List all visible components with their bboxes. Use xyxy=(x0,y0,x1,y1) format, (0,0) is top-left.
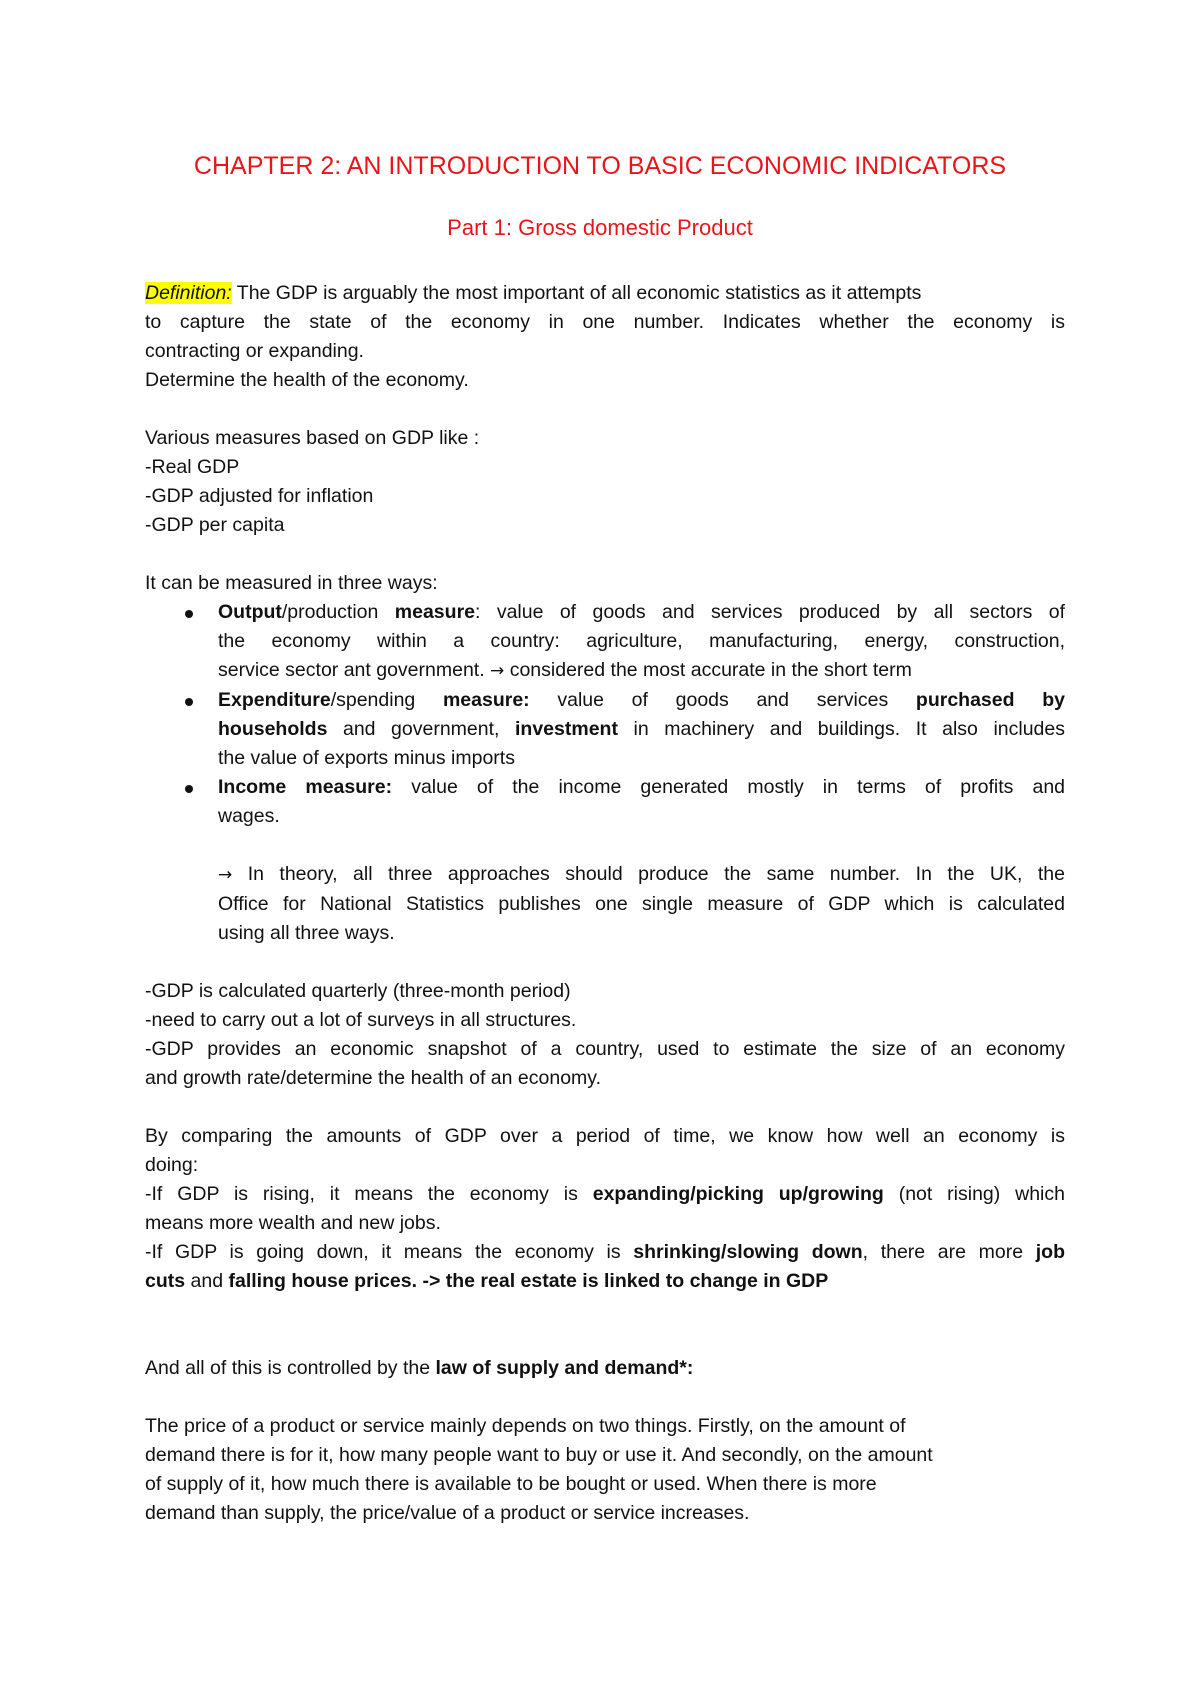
fact-line: -need to carry out a lot of surveys in all structures. xyxy=(145,1009,577,1031)
definition-line-4: Determine the health of the economy. xyxy=(145,369,469,391)
definition-line-2: to capture the state of the economy in one number. Indicates whether the economy is xyxy=(145,311,1065,333)
comparing-line: -If GDP is going down, it means the economy is shrinking/slowing down, there are more job xyxy=(145,1241,1065,1263)
measure-item: -GDP adjusted for inflation xyxy=(145,485,374,507)
fact-line: and growth rate/determine the health of an economy. xyxy=(145,1067,602,1089)
comparing-line: means more wealth and new jobs. xyxy=(145,1212,441,1234)
price-line: of supply of it, how much there is available to be bought or used. When there is more xyxy=(145,1473,877,1495)
fact-line: -GDP provides an economic snapshot of a country, used to estimate the size of an economy xyxy=(145,1038,1065,1060)
bullet-icon xyxy=(185,785,193,793)
price-line: demand than supply, the price/value of a product or service increases. xyxy=(145,1502,750,1524)
definition-line-1: Definition: The GDP is arguably the most important of all economic statistics as it attempts xyxy=(145,282,922,304)
measure-item: -GDP per capita xyxy=(145,514,285,536)
comparing-line: -If GDP is rising, it means the economy is expanding/picking up/growing (not rising) which xyxy=(145,1183,1065,1205)
comparing-line: cuts and falling house prices. -> the real estate is linked to change in GDP xyxy=(145,1270,829,1292)
bullet-icon xyxy=(185,698,193,706)
definition-line-3: contracting or expanding. xyxy=(145,340,364,362)
measure-item: -Real GDP xyxy=(145,456,240,478)
price-line: The price of a product or service mainly depends on two things. Firstly, on the amount of xyxy=(145,1415,906,1437)
price-line: demand there is for it, how many people want to buy or use it. And secondly, on the amount xyxy=(145,1444,933,1466)
document-body xyxy=(145,279,1065,1528)
comparing-line: By comparing the amounts of GDP over a period of time, we know how well an economy is xyxy=(145,1125,1065,1147)
arrow-right-icon: → xyxy=(218,865,233,885)
fact-line: -GDP is calculated quarterly (three-month period) xyxy=(145,980,571,1002)
ways-list xyxy=(145,598,1065,831)
comparing-line: doing: xyxy=(145,1154,199,1176)
ways-intro: It can be measured in three ways: xyxy=(145,572,438,594)
definition-label: Definition: xyxy=(145,282,232,304)
measures-intro: Various measures based on GDP like : xyxy=(145,427,480,449)
arrow-right-icon: → xyxy=(490,661,505,681)
chapter-title: CHAPTER 2: AN INTRODUCTION TO BASIC ECONOMIC INDICATORS xyxy=(193,152,1007,180)
law-line: And all of this is controlled by the law of supply and demand*: xyxy=(145,1357,694,1379)
list-item: Expenditure/spending measure: value of goods and services purchased by households and government, investment in machinery and buildings. It also includes the value of exports minus imports xyxy=(145,686,1065,773)
bullet-icon xyxy=(185,610,193,618)
list-item: Income measure: value of the income generated mostly in terms of profits and wages. xyxy=(145,773,1065,831)
theory-note: → In theory, all three approaches should produce the same number. In the UK, the Office for National Statistics publishes one single measure of GDP which is calculated using all three ways. xyxy=(218,863,1065,944)
list-item: Output/production measure: value of goods and services produced by all sectors of the economy within a country: agriculture, manufacturing, energy, construction, service sector ant government. → considered the most accurate in the short term xyxy=(145,598,1065,686)
part-subtitle: Part 1: Gross domestic Product xyxy=(447,215,753,240)
